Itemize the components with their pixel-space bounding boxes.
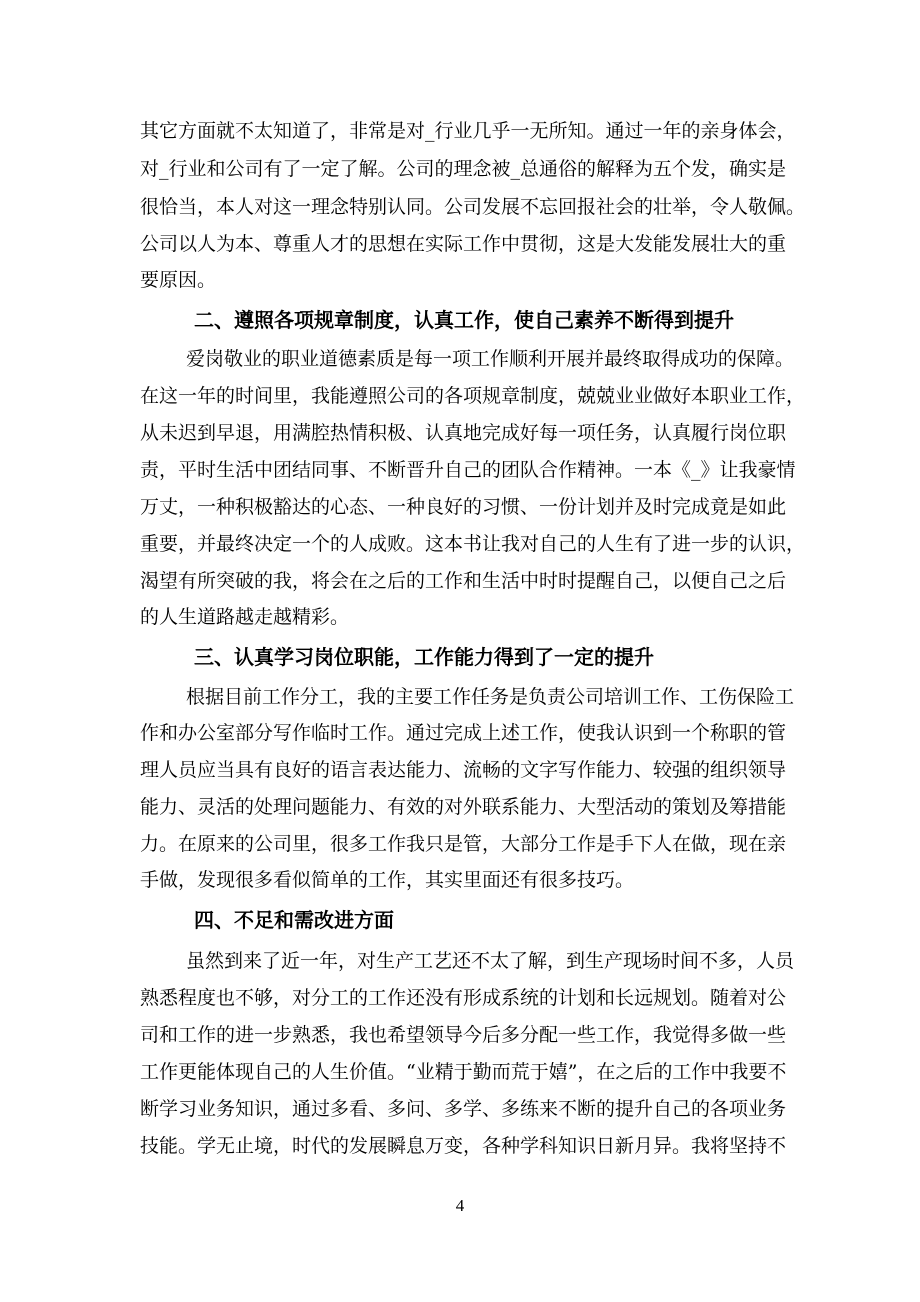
paragraph-line: 渴望有所突破的我，将会在之后的工作和生活中时时提醒自己，以便自己之后 — [140, 570, 787, 592]
paragraph-line: 技能。学无止境，时代的发展瞬息万变，各种学科知识日新月异。我将坚持不 — [140, 1135, 787, 1157]
page-number: 4 — [455, 1196, 465, 1215]
paragraph-line: 熟悉程度也不够，对分工的工作还没有形成系统的计划和长远规划。随着对公 — [140, 987, 787, 1009]
section-heading: 二、遵照各项规章制度，认真工作，使自己素养不断得到提升 — [194, 308, 734, 332]
paragraph-line: 万丈，一种积极豁达的心态、一种良好的习惯、一份计划并及时完成竟是如此 — [140, 496, 787, 518]
paragraph-line: 理人员应当具有良好的语言表达能力、流畅的文字写作能力、较强的组织领导 — [140, 759, 787, 781]
paragraph-line: 爱岗敬业的职业道德素质是每一项工作顺利开展并最终取得成功的保障。 — [186, 348, 795, 370]
paragraph-line: 重要，并最终决定一个的人成败。这本书让我对自己的人生有了进一步的认识， — [140, 533, 806, 555]
paragraph-line: 公司以人为本、尊重人才的思想在实际工作中贯彻，这是大发能发展壮大的重 — [140, 233, 787, 255]
paragraph-line: 从未迟到早退，用满腔热情积极、认真地完成好每一项任务，认真履行岗位职 — [140, 422, 787, 444]
paragraph-line: 要原因。 — [140, 269, 217, 291]
paragraph-line: 力。在原来的公司里，很多工作我只是管，大部分工作是手下人在做，现在亲 — [140, 833, 787, 855]
paragraph-line: 断学习业务知识，通过多看、多问、多学、多练来不断的提升自己的各项业务 — [140, 1098, 787, 1120]
paragraph-line: 的人生道路越走越精彩。 — [140, 606, 350, 628]
paragraph-line: 根据目前工作分工，我的主要工作任务是负责公司培训工作、工伤保险工 — [186, 686, 795, 708]
paragraph-line: 虽然到来了近一年，对生产工艺还不太了解，到生产现场时间不多，人员 — [186, 950, 795, 972]
paragraph-line: 工作更能体现自己的人生价值。“业精于勤而荒于嬉”，在之后的工作中我要不 — [140, 1061, 787, 1083]
paragraph-line: 在这一年的时间里，我能遵照公司的各项规章制度，兢兢业业做好本职业工作， — [140, 385, 806, 407]
paragraph-line: 司和工作的进一步熟悉，我也希望领导今后多分配一些工作，我觉得多做一些 — [140, 1024, 787, 1046]
paragraph-line: 很恰当，本人对这一理念特别认同。公司发展不忘回报社会的壮举，令人敬佩。 — [140, 196, 806, 218]
paragraph-line: 手做，发现很多看似简单的工作，其实里面还有很多技巧。 — [140, 869, 635, 891]
section-heading: 三、认真学习岗位职能，工作能力得到了一定的提升 — [194, 645, 654, 669]
section-heading: 四、不足和需改进方面 — [194, 908, 394, 932]
paragraph-line: 能力、灵活的处理问题能力、有效的对外联系能力、大型活动的策划及筹措能 — [140, 796, 787, 818]
paragraph-line: 其它方面就不太知道了，非常是对_行业几乎一无所知。通过一年的亲身体会， — [140, 120, 796, 142]
paragraph-line: 作和办公室部分写作临时工作。通过完成上述工作，使我认识到一个称职的管 — [140, 722, 787, 744]
paragraph-line: 责，平时生活中团结同事、不断晋升自己的团队合作精神。一本《_》让我豪情 — [140, 459, 796, 481]
paragraph-line: 对_行业和公司有了一定了解。公司的理念被_总通俗的解释为五个发，确实是 — [140, 158, 787, 180]
